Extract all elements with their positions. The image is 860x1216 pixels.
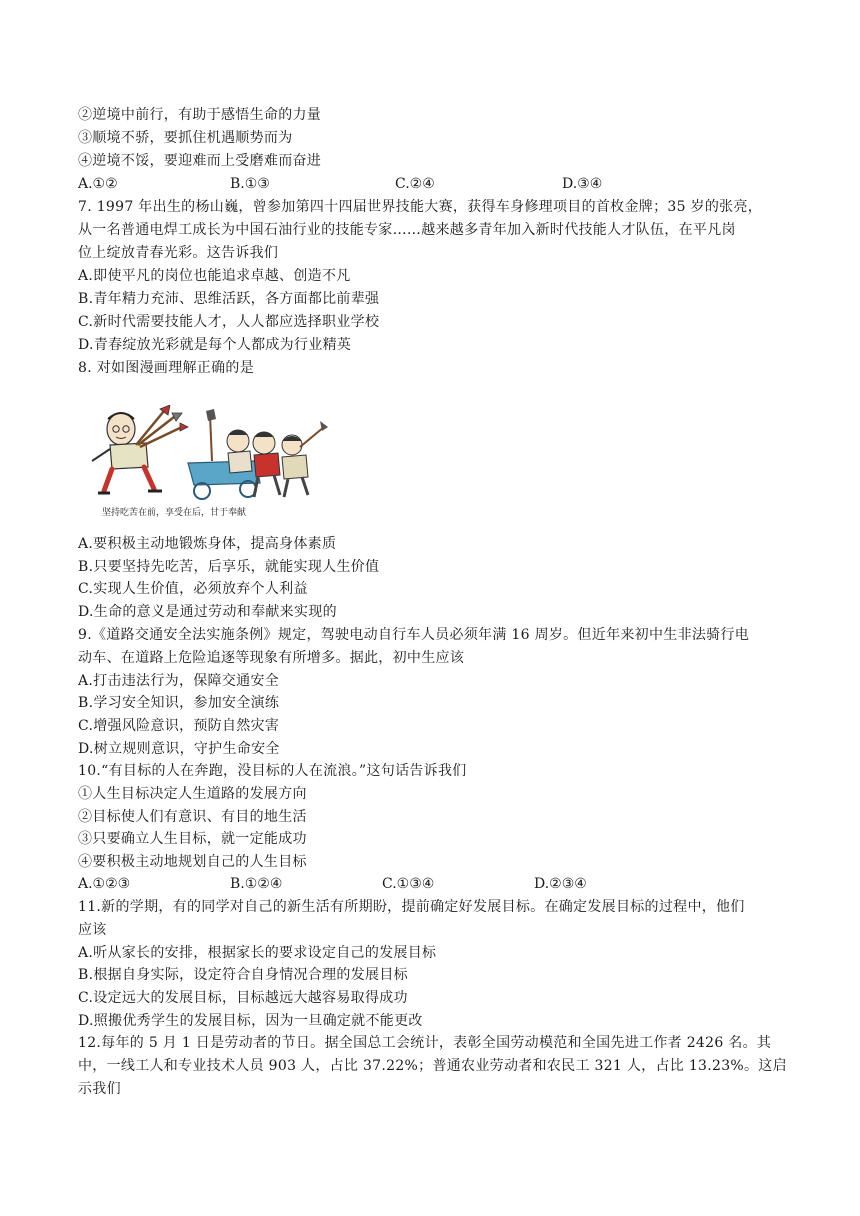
q11-stem-line-1: 11.新的学期，有的同学对自己的新生活有所期盼，提前确定好发展目标。在确定发展目标的过程中，他们 (78, 899, 745, 915)
q10-option-a: A.①②③ (78, 876, 131, 892)
q6-options (78, 173, 790, 195)
q9-option-b: B.学习安全知识，参加安全演练 (78, 695, 280, 711)
q10-option-d: D.②③④ (534, 876, 587, 892)
q10-statement-4: ④要积极主动地规划自己的人生目标 (78, 854, 307, 870)
q11-option-c: C.设定远大的发展目标，目标越远大越容易取得成功 (78, 990, 408, 1006)
cartoon-caption: 坚持吃苦在前，享受在后，甘于奉献 (102, 508, 247, 518)
q8-option-a: A.要积极主动地锻炼身体，提高身体素质 (78, 536, 337, 552)
q7-stem-line-1: 7. 1997 年出生的杨山巍，曾参加第四十四届世界技能大赛，获得车身修理项目的首枚金牌；35 岁的张亮， (78, 199, 763, 215)
q10-statement-1: ①人生目标决定人生道路的发展方向 (78, 786, 307, 802)
q10-options (78, 873, 790, 895)
q6-option-a: A.①② (78, 176, 118, 192)
q11-option-d: D.照搬优秀学生的发展目标，因为一旦确定就不能更改 (78, 1013, 423, 1029)
q10-option-c: C.①③④ (382, 876, 435, 892)
q6-statement-2: ②逆境中前行，有助于感悟生命的力量 (78, 107, 322, 123)
q6-option-b: B.①③ (230, 176, 270, 192)
q12-stem-line-2: 中，一线工人和专业技术人员 903 人，占比 37.22%；普通农业劳动者和农民工 321 人，占比 13.23%。这启 (78, 1058, 787, 1074)
q6-statement-3: ③顺境不骄，要抓住机遇顺势而为 (78, 130, 293, 146)
q9-option-d: D.树立规则意识，守护生命安全 (78, 741, 280, 757)
q8-option-d: D.生命的意义是通过劳动和奉献来实现的 (78, 604, 337, 620)
q8-stem: 8. 对如图漫画理解正确的是 (78, 360, 255, 376)
q11-option-a: A.听从家长的安排，根据家长的要求设定自己的发展目标 (78, 945, 437, 961)
q11-stem-line-2: 应该 (78, 922, 107, 938)
q8-option-c: C.实现人生价值，必须放弃个人利益 (78, 581, 308, 597)
q8-option-b: B.只要坚持先吃苦，后享乐，就能实现人生价值 (78, 559, 380, 575)
q6-option-c: C.②④ (395, 176, 435, 192)
q11-option-b: B.根据自身实际，设定符合自身情况合理的发展目标 (78, 967, 408, 983)
q9-stem-line-2: 动车、在道路上危险追逐等现象有所增多。据此，初中生应该 (78, 650, 465, 666)
q12-stem-line-3: 示我们 (78, 1081, 121, 1097)
q7-option-c: C.新时代需要技能人才，人人都应选择职业学校 (78, 314, 380, 330)
q6-statement-4: ④逆境不馁，要迎难而上受磨难而奋进 (78, 153, 322, 169)
q7-option-a: A.即使平凡的岗位也能追求卓越、创造不凡 (78, 268, 351, 284)
q9-option-c: C.增强风险意识，预防自然灾害 (78, 718, 280, 734)
q7-option-b: B.青年精力充沛、思维活跃，各方面都比前辈强 (78, 291, 380, 307)
cartoon-drawing (88, 405, 334, 505)
q10-statement-3: ③只要确立人生目标，就一定能成功 (78, 831, 307, 847)
cartoon-illustration (88, 405, 334, 521)
q10-statement-2: ②目标使人们有意识、有目的地生活 (78, 809, 307, 825)
q7-option-d: D.青春绽放光彩就是每个人都成为行业精英 (78, 337, 352, 353)
q9-option-a: A.打击违法行为，保障交通安全 (78, 673, 280, 689)
q6-option-d: D.③④ (562, 176, 603, 192)
q9-stem-line-1: 9.《道路交通安全法实施条例》规定，驾驶电动自行车人员必须年满 16 周岁。但近年来初中生非法骑行电 (78, 627, 750, 643)
q7-stem-line-3: 位上绽放青春光彩。这告诉我们 (78, 245, 279, 261)
q12-stem-line-1: 12.每年的 5 月 1 日是劳动者的节日。据全国总工会统计，表彰全国劳动模范和全国先进工作者 2426 名。其 (78, 1035, 772, 1051)
q10-option-b: B.①②④ (230, 876, 283, 892)
q10-stem: 10.“有目标的人在奔跑，没目标的人在流浪。”这句话告诉我们 (78, 763, 467, 779)
q7-stem-line-2: 从一名普通电焊工成长为中国石油行业的技能专家……越来越多青年加入新时代技能人才队伍，在平凡岗 (78, 222, 736, 238)
